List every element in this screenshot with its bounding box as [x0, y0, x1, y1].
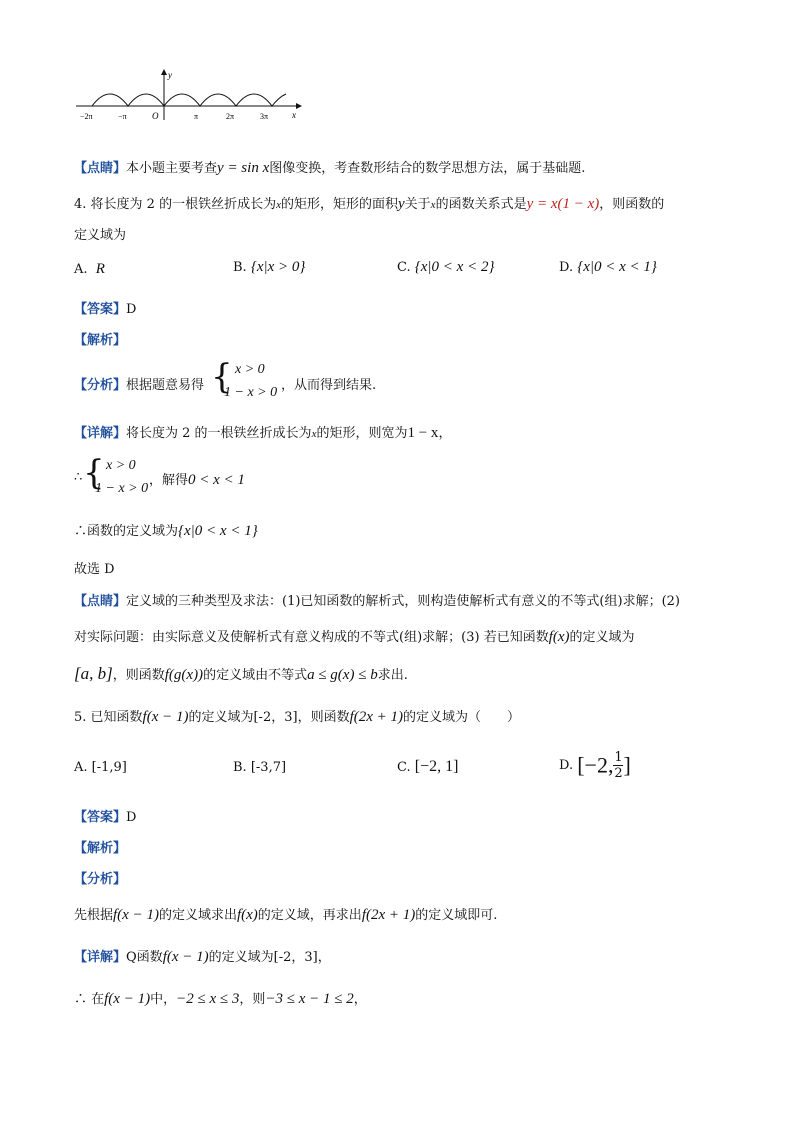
option-value: {x|0 < x < 1} [577, 259, 657, 275]
q5-option-d[interactable] [559, 750, 631, 781]
tick-label: π [194, 112, 199, 121]
remark-text: 图像变换，考查数形结合的数学思想方法，属于基础题. [269, 161, 586, 176]
q4-stem-line2: 定义域为 [74, 228, 127, 243]
solve-line [149, 469, 245, 489]
option-value: [−2, 1] [414, 758, 459, 775]
abs-sine-graph [74, 68, 306, 124]
answer-value: D [126, 810, 137, 825]
solve-text: ，解得 [149, 473, 189, 488]
stem-text: ，则函数的 [599, 197, 665, 212]
fenxi-text: 的定义域即可. [415, 908, 498, 923]
option-value: [−2, [577, 752, 614, 778]
option-label: A. [74, 262, 88, 277]
fenxi-text: 根据题意易得 [126, 378, 205, 393]
remark-tag: 【点睛】 [74, 594, 127, 609]
option-value: ] [623, 752, 631, 778]
q5-analysis-tag [74, 837, 126, 856]
option-value: [-1,9] [91, 760, 127, 775]
fenxi-text: ，从而得到结果. [281, 378, 377, 393]
formula: a ≤ g(x) ≤ b [307, 667, 378, 683]
therefore-symbol: ∴ [74, 470, 83, 485]
remark-text: 对实际问题：由实际意义及使解析式有意义构成的不等式(组)求解；(3) 若已知函数 [74, 630, 549, 645]
tick-label: 2π [226, 112, 235, 121]
remark-text: 本小题主要考查 [126, 161, 218, 176]
q4-option-c[interactable] [397, 259, 494, 276]
remark-text: 的定义域为 [569, 630, 635, 645]
option-value: {x|0 < x < 2} [414, 259, 495, 275]
formula: f(x − 1) [162, 949, 209, 965]
formula: f(x − 1) [104, 991, 151, 1007]
system-row: x > 0 [106, 458, 136, 473]
option-label: A. [74, 760, 88, 775]
q5-answer [74, 806, 136, 825]
because-symbol: Q [126, 950, 137, 965]
option-label: D. [559, 260, 574, 275]
var-x: x [430, 199, 436, 211]
formula: y = sin x [217, 160, 270, 176]
fraction [613, 750, 623, 781]
formula: f(x) [236, 907, 258, 923]
remark-q4-line2 [74, 626, 635, 646]
var-x: x [276, 199, 281, 211]
stem-text: 4. 将长度为 2 的一根铁丝折成长为 [74, 197, 277, 212]
x-label: x [292, 110, 296, 120]
option-label: C. [397, 260, 411, 275]
detail-text: 中， [150, 992, 177, 1007]
stem-text: 5. 已知函数 [74, 710, 143, 725]
option-label: B. [233, 760, 247, 775]
remark-tag: 【点睛】 [74, 161, 127, 176]
remark-text: 定义域的三种类型及求法：(1)已知函数的解析式，则构造使解析式有意义的不等式(组)求解；(2) [126, 594, 680, 609]
formula: 0 < x < 1 [188, 472, 245, 488]
answer-tag: 【答案】 [74, 302, 127, 317]
detail-text: ， [438, 426, 452, 441]
detail-text: 的定义域为[-2，3]， [208, 950, 331, 965]
q4-option-d[interactable] [559, 259, 657, 276]
q4-stem [74, 193, 664, 213]
q5-fenxi [74, 904, 497, 924]
stem-text: 关于 [404, 197, 431, 212]
analysis-tag: 【解析】 [74, 333, 127, 348]
formula: f(g(x)) [164, 667, 204, 683]
q5-option-c[interactable] [397, 758, 458, 776]
formula: [a, b] [74, 664, 113, 683]
fenxi-text: 的定义域求出 [158, 908, 237, 923]
formula: y = x(1 − x) [526, 196, 600, 212]
formula: −2 ≤ x ≤ 3 [176, 991, 240, 1007]
q4-detail [74, 422, 451, 442]
formula: −3 ≤ x − 1 ≤ 2 [265, 991, 354, 1007]
detail-text: ，则 [239, 992, 266, 1007]
detail-text: ， [353, 992, 367, 1007]
q5-stem [74, 706, 520, 726]
remark-text: 求出. [377, 668, 408, 683]
analysis-tag: 【解析】 [74, 841, 127, 856]
detail-text: ∴ 在 [74, 992, 105, 1007]
formula: f(x) [548, 629, 570, 645]
q5-option-b[interactable] [233, 760, 286, 775]
fenxi-text: 的定义域，再求出 [257, 908, 362, 923]
answer-value: D [126, 302, 137, 317]
option-label: C. [397, 760, 411, 775]
q5-fenxi-tag [74, 868, 126, 887]
var-y: y [397, 196, 405, 212]
answer-tag: 【答案】 [74, 810, 127, 825]
brace: { [83, 453, 105, 493]
formula: f(2x + 1) [361, 907, 416, 923]
fenxi-tag: 【分析】 [74, 378, 127, 393]
numerator: 1 [614, 750, 623, 765]
q4-domain [74, 520, 258, 540]
detail-tag: 【详解】 [74, 950, 127, 965]
system-row: 1 − x > 0 [95, 481, 149, 496]
var-x: x [311, 428, 317, 440]
detail-tag: 【详解】 [74, 426, 127, 441]
fenxi-text: 先根据 [74, 908, 114, 923]
formula: f(x − 1) [113, 907, 159, 923]
system-row: x > 0 [235, 362, 265, 377]
remark-q3 [74, 157, 585, 177]
system-row: 1 − x > 0 [224, 385, 278, 400]
remark-text: ，则函数 [112, 668, 165, 683]
denominator: 2 [614, 766, 623, 781]
origin-label: O [152, 111, 159, 121]
detail-text: 函数 [136, 950, 163, 965]
q5-option-a[interactable] [74, 760, 127, 775]
y-axis-arrow [161, 69, 167, 75]
q4-fenxi [74, 374, 204, 393]
option-label: D. [559, 758, 574, 773]
domain-text: ∴函数的定义域为 [74, 524, 179, 539]
remark-q4 [74, 590, 680, 609]
q5-detail [74, 946, 331, 966]
option-value: {x|x > 0} [250, 259, 306, 275]
option-label: B. [233, 260, 247, 275]
stem-text: 的定义域为[-2，3]，则函数 [188, 710, 350, 725]
tick-label: −π [118, 112, 127, 121]
formula: f(2x + 1) [349, 709, 404, 725]
tick-label: 3π [260, 112, 269, 121]
q4-option-b[interactable] [233, 259, 305, 276]
formula: f(x − 1) [142, 709, 189, 725]
brace: { [211, 357, 233, 397]
formula: {x|0 < x < 1} [178, 523, 258, 539]
y-label: y [168, 70, 172, 80]
x-axis-arrow [296, 103, 302, 109]
curve [92, 94, 286, 106]
tick-label: −2π [80, 112, 93, 121]
stem-text: 的函数关系式是 [435, 197, 527, 212]
stem-text: 的矩形，矩形的面积 [280, 197, 398, 212]
q4-answer [74, 298, 136, 317]
detail-text: 的矩形，则宽为 [316, 426, 408, 441]
stem-text: 的定义域为（ ） [403, 710, 521, 725]
detail-text: 将长度为 2 的一根铁丝折成长为 [126, 426, 312, 441]
q4-option-a[interactable] [74, 261, 105, 278]
q5-last-line [74, 988, 367, 1008]
option-value: [-3,7] [250, 760, 287, 775]
option-value: R [95, 261, 105, 277]
fenxi-tag: 【分析】 [74, 872, 127, 887]
formula: 1 − x [407, 425, 439, 441]
q4-choose: 故选 D [74, 562, 115, 577]
remark-text: 的定义域由不等式 [203, 668, 308, 683]
q4-analysis-tag [74, 329, 126, 348]
remark-q4-line3 [74, 664, 408, 684]
